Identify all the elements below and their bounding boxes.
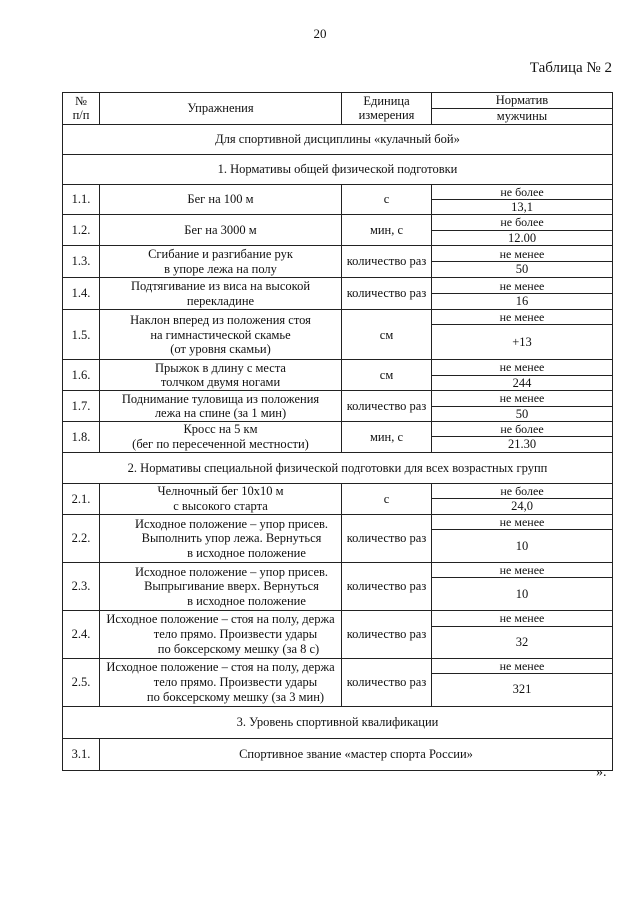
norm-value: 12.00 xyxy=(432,230,613,246)
header-unit-line: измерения xyxy=(358,108,415,123)
header-num-line: № xyxy=(75,93,87,108)
exercise-line: Сгибание и разгибание рук xyxy=(148,247,293,262)
exercise-line: Прыжок в длину с места xyxy=(155,360,286,375)
header-num-line: п/п xyxy=(72,108,90,123)
unit-cell: с xyxy=(342,484,432,515)
norm-value: 50 xyxy=(432,262,613,278)
exercise-line: тело прямо. Произвести удары xyxy=(153,674,318,689)
table-row xyxy=(63,738,613,770)
exercise-line: Подтягивание из виса на высокой xyxy=(130,279,311,294)
norm-value: 244 xyxy=(432,375,613,391)
row-number: 2.4. xyxy=(63,611,100,658)
norms-table xyxy=(62,92,613,771)
norm-qualifier: не более xyxy=(432,484,613,499)
norm-value: 16 xyxy=(432,294,613,310)
table-row xyxy=(63,515,613,530)
section-3-title: 3. Уровень спортивной квалификации xyxy=(63,706,613,738)
table-title: Таблица № 2 xyxy=(529,60,612,76)
norm-value: 13,1 xyxy=(432,199,613,215)
row-number: 2.2. xyxy=(63,515,100,563)
table-row xyxy=(63,391,613,406)
exercise-cell xyxy=(100,310,342,360)
unit-cell: количество раз xyxy=(342,563,432,611)
norm-value: 321 xyxy=(432,673,613,706)
norm-qualifier: не более xyxy=(432,215,613,230)
norm-qualifier: не менее xyxy=(432,563,613,578)
norm-qualifier: не менее xyxy=(432,391,613,406)
unit-cell: мин, с xyxy=(342,215,432,246)
header-unit-line: Единица xyxy=(363,93,410,108)
closing-quote-mark: ». xyxy=(596,765,607,780)
exercise-cell xyxy=(100,391,342,422)
table-row xyxy=(63,246,613,262)
table-row xyxy=(63,484,613,499)
exercise-line: по боксерскому мешку (за 8 с) xyxy=(157,641,320,656)
exercise-line: Бег на 3000 м xyxy=(184,222,257,237)
norm-value: 50 xyxy=(432,406,613,422)
row-number: 1.1. xyxy=(63,184,100,215)
unit-cell: см xyxy=(342,310,432,360)
discipline-row xyxy=(63,124,613,154)
norm-qualifier: не более xyxy=(432,422,613,437)
norm-value: 32 xyxy=(432,626,613,658)
exercise-line: на гимнастической скамье xyxy=(150,327,291,342)
table-row xyxy=(63,215,613,230)
norm-qualifier: не менее xyxy=(432,278,613,294)
row-number: 2.3. xyxy=(63,563,100,611)
table-row xyxy=(63,611,613,626)
exercise-cell xyxy=(100,246,342,278)
row-number: 1.4. xyxy=(63,278,100,310)
exercise-cell xyxy=(100,563,342,611)
exercise-line: Бег на 100 м xyxy=(187,192,254,207)
exercise-cell xyxy=(100,422,342,453)
norm-qualifier: не менее xyxy=(432,611,613,626)
exercise-line: Выпрыгивание вверх. Вернуться xyxy=(144,579,319,594)
norm-qualifier: не менее xyxy=(432,360,613,375)
row-number: 1.8. xyxy=(63,422,100,453)
unit-cell: количество раз xyxy=(342,515,432,563)
section-header-row xyxy=(63,453,613,484)
exercise-cell xyxy=(100,278,342,310)
table-row xyxy=(63,360,613,375)
header-unit-cell xyxy=(342,93,432,125)
exercise-line: с высокого старта xyxy=(173,499,268,514)
unit-cell: количество раз xyxy=(342,246,432,278)
exercise-line: по боксерскому мешку (за 3 мин) xyxy=(146,689,325,704)
norm-value: 10 xyxy=(432,578,613,611)
exercise-line: Исходное положение – упор присев. xyxy=(134,564,329,579)
exercise-cell xyxy=(100,611,342,658)
header-norm-sub-cell: мужчины xyxy=(432,108,613,124)
table-row xyxy=(63,184,613,199)
exercise-line: Наклон вперед из положения стоя xyxy=(130,312,311,327)
exercise-line: Кросс на 5 км xyxy=(183,422,258,437)
table-row xyxy=(63,658,613,673)
header-exercise-cell: Упражнения xyxy=(100,93,342,125)
row-number: 1.7. xyxy=(63,391,100,422)
exercise-line: Исходное положение – стоя на полу, держа xyxy=(106,612,335,627)
exercise-line: Исходное положение – стоя на полу, держа xyxy=(106,660,335,675)
row-number: 1.3. xyxy=(63,246,100,278)
exercise-line: (бег по пересеченной местности) xyxy=(132,437,309,452)
exercise-line: Исходное положение – упор присев. xyxy=(134,516,329,531)
norm-qualifier: не менее xyxy=(432,658,613,673)
header-row xyxy=(63,93,613,109)
qualification-cell: Спортивное звание «мастер спорта России» xyxy=(100,738,613,770)
section-header-row xyxy=(63,706,613,738)
exercise-line: в исходное положение xyxy=(187,594,306,609)
row-number: 3.1. xyxy=(63,738,100,770)
unit-cell: с xyxy=(342,184,432,215)
unit-cell: количество раз xyxy=(342,658,432,706)
table-row xyxy=(63,310,613,325)
exercise-line: толчком двумя ногами xyxy=(160,375,281,390)
norm-value: +13 xyxy=(432,325,613,360)
exercise-line: (от уровня скамьи) xyxy=(170,342,271,357)
header-num-cell xyxy=(63,93,100,125)
section-header-row xyxy=(63,154,613,184)
norm-qualifier: не менее xyxy=(432,246,613,262)
exercise-cell xyxy=(100,515,342,563)
section-1-title: 1. Нормативы общей физической подготовки xyxy=(63,154,613,184)
unit-cell: количество раз xyxy=(342,391,432,422)
table-row xyxy=(63,278,613,294)
page-number: 20 xyxy=(313,26,327,41)
row-number: 2.1. xyxy=(63,484,100,515)
exercise-line: в упоре лежа на полу xyxy=(164,261,277,276)
row-number: 1.6. xyxy=(63,360,100,391)
unit-cell: мин, с xyxy=(342,422,432,453)
row-number: 1.5. xyxy=(63,310,100,360)
norm-qualifier: не менее xyxy=(432,515,613,530)
exercise-cell xyxy=(100,658,342,706)
section-2-title: 2. Нормативы специальной физической подготовки для всех возрастных групп xyxy=(63,453,613,484)
exercise-cell xyxy=(100,484,342,515)
exercise-line: Челночный бег 10х10 м xyxy=(157,484,284,499)
norm-value: 24,0 xyxy=(432,499,613,515)
discipline-cell: Для спортивной дисциплины «кулачный бой» xyxy=(63,124,613,154)
norm-value: 10 xyxy=(432,530,613,563)
exercise-cell xyxy=(100,184,342,215)
exercise-cell xyxy=(100,360,342,391)
norm-value: 21.30 xyxy=(432,437,613,453)
unit-cell: см xyxy=(342,360,432,391)
exercise-line: перекладине xyxy=(186,293,255,308)
table-row xyxy=(63,563,613,578)
exercise-line: Выполнить упор лежа. Вернуться xyxy=(141,531,322,546)
row-number: 2.5. xyxy=(63,658,100,706)
exercise-line: в исходное положение xyxy=(187,546,306,561)
norm-qualifier: не менее xyxy=(432,310,613,325)
exercise-line: лежа на спине (за 1 мин) xyxy=(154,406,287,421)
table-row xyxy=(63,422,613,437)
unit-cell: количество раз xyxy=(342,611,432,658)
exercise-line: Поднимание туловища из положения xyxy=(121,391,320,406)
header-norm-cell: Норматив xyxy=(432,93,613,109)
exercise-cell xyxy=(100,215,342,246)
exercise-line: тело прямо. Произвести удары xyxy=(153,627,318,642)
unit-cell: количество раз xyxy=(342,278,432,310)
row-number: 1.2. xyxy=(63,215,100,246)
norm-qualifier: не более xyxy=(432,184,613,199)
